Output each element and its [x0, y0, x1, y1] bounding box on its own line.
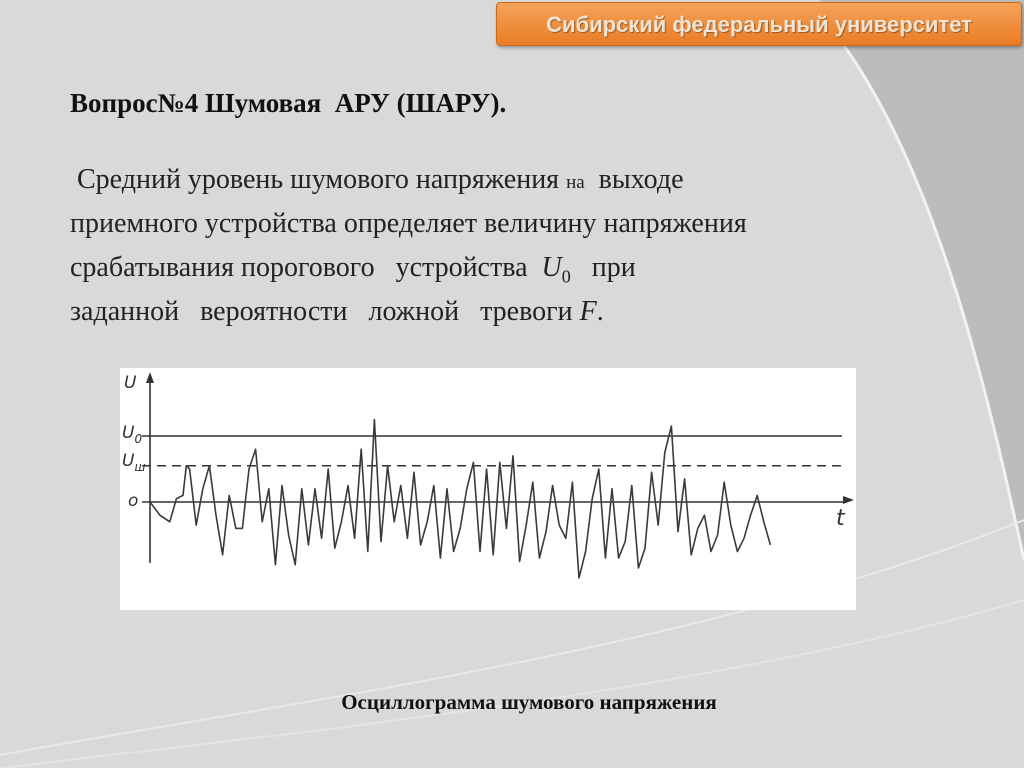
- u0-subscript: 0: [561, 266, 571, 287]
- figure-caption: Осциллограмма шумового напряжения: [341, 690, 717, 714]
- reference-lines: [142, 436, 844, 502]
- u0-variable: U: [541, 252, 562, 283]
- x-axis-arrow: [843, 496, 854, 504]
- line4-period: .: [596, 296, 604, 327]
- oscillogram-figure: [120, 368, 856, 610]
- paragraph-line-4: [70, 290, 950, 334]
- x-axis-label: t: [836, 506, 845, 531]
- ush-level-label: [122, 451, 145, 474]
- oscillogram-chart: [120, 368, 856, 610]
- zero-level-label: o: [128, 491, 139, 511]
- noise-trace-line: [150, 420, 770, 578]
- line3-text-a: срабатывания порогового устройства: [70, 252, 542, 283]
- y-axis-arrow: [146, 372, 154, 383]
- u0-level-label: [122, 423, 142, 446]
- paragraph-line-2: приемного устройства определяет величину напряжения: [70, 208, 747, 239]
- f-variable: F: [579, 296, 597, 327]
- line1-text-b: выходе: [584, 164, 684, 195]
- line3-text-b: при: [570, 252, 636, 283]
- ush-level-letter: U: [122, 451, 135, 471]
- ush-level-subscript: ш: [134, 460, 146, 474]
- body-paragraph: [70, 158, 950, 334]
- line1-small-word: на: [566, 172, 585, 193]
- u0-level-subscript: 0: [134, 432, 143, 446]
- u0-level-letter: U: [122, 423, 135, 443]
- paragraph-line-3: [70, 246, 950, 290]
- university-banner: Сибирский федеральный университет: [496, 2, 1022, 46]
- line4-text-a: заданной вероятности ложной тревоги: [70, 296, 580, 327]
- paragraph-line-1: [70, 158, 950, 202]
- y-axis-label: U: [124, 373, 137, 393]
- line1-text-a: Средний уровень шумового напряжения: [70, 164, 567, 195]
- slide-title: Вопрос№4 Шумовая АРУ (ШАРУ).: [70, 88, 507, 118]
